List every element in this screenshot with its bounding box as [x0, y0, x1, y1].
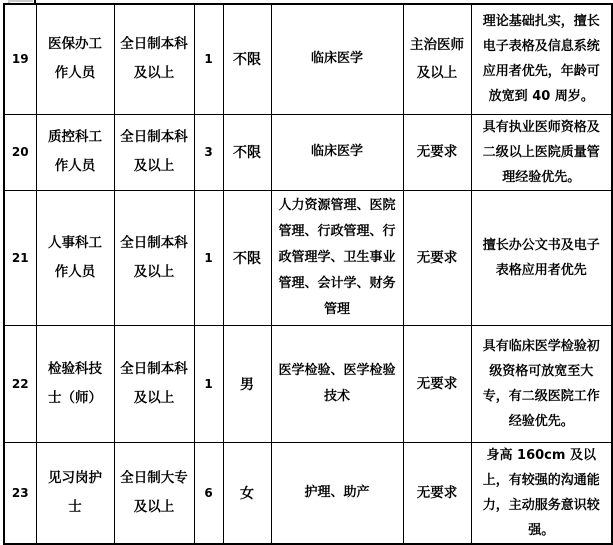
- table-row: [4, 4, 612, 114]
- table-row: [4, 442, 612, 544]
- cell-major: 临床医学: [271, 114, 403, 190]
- cell-gender: 女: [223, 442, 271, 544]
- cell-row-number: 23: [4, 442, 36, 544]
- cell-title-req: 无要求: [403, 442, 471, 544]
- recruitment-table: [3, 3, 613, 545]
- cell-position-name: 检验科技士（师）: [36, 325, 114, 442]
- cell-position-name: 医保办工作人员: [36, 4, 114, 114]
- cell-major: 医学检验、医学检验技术: [271, 325, 403, 442]
- cell-title-req: 无要求: [403, 325, 471, 442]
- cell-education: 全日制本科及以上: [114, 4, 194, 114]
- cell-gender: 不限: [223, 190, 271, 325]
- cell-note: 具有执业医师资格及二级以上医院质量管理经验优先。: [471, 114, 612, 190]
- cell-title-req: 无要求: [403, 114, 471, 190]
- cell-gender: 不限: [223, 4, 271, 114]
- cell-education: 全日制本科及以上: [114, 114, 194, 190]
- table-row: [4, 114, 612, 190]
- cell-note: 具有临床医学检验初级资格可放宽至大专，有二级医院工作经验优先。: [471, 325, 612, 442]
- cell-gender: 不限: [223, 114, 271, 190]
- cell-major: 护理、助产: [271, 442, 403, 544]
- cell-education: 全日制本科及以上: [114, 190, 194, 325]
- cell-row-number: 21: [4, 190, 36, 325]
- cell-position-name: 质控科工作人员: [36, 114, 114, 190]
- cell-note: 身高 160cm 及以上，有较强的沟通能力，主动服务意识较强。: [471, 442, 612, 544]
- cell-gender: 男: [223, 325, 271, 442]
- cell-note: 擅长办公文书及电子表格应用者优先: [471, 190, 612, 325]
- cell-education: 全日制大专及以上: [114, 442, 194, 544]
- cell-headcount: 3: [194, 114, 223, 190]
- cell-position-name: 见习岗护士: [36, 442, 114, 544]
- gridline-artifact: [9, 0, 33, 2]
- cell-education: 全日制本科及以上: [114, 325, 194, 442]
- cell-major: 临床医学: [271, 4, 403, 114]
- cell-row-number: 19: [4, 4, 36, 114]
- cell-headcount: 6: [194, 442, 223, 544]
- cell-position-name: 人事科工作人员: [36, 190, 114, 325]
- cell-note: 理论基础扎实，擅长电子表格及信息系统应用者优先，年龄可放宽到 40 周岁。: [471, 4, 612, 114]
- cell-title-req: 主治医师及以上: [403, 4, 471, 114]
- cell-headcount: 1: [194, 4, 223, 114]
- cell-title-req: 无要求: [403, 190, 471, 325]
- cell-headcount: 1: [194, 325, 223, 442]
- cell-row-number: 20: [4, 114, 36, 190]
- table-row: [4, 190, 612, 325]
- table-row: [4, 325, 612, 442]
- cell-headcount: 1: [194, 190, 223, 325]
- cell-row-number: 22: [4, 325, 36, 442]
- cell-major: 人力资源管理、医院管理、行政管理、行政管理学、卫生事业管理、会计学、财务管理: [271, 190, 403, 325]
